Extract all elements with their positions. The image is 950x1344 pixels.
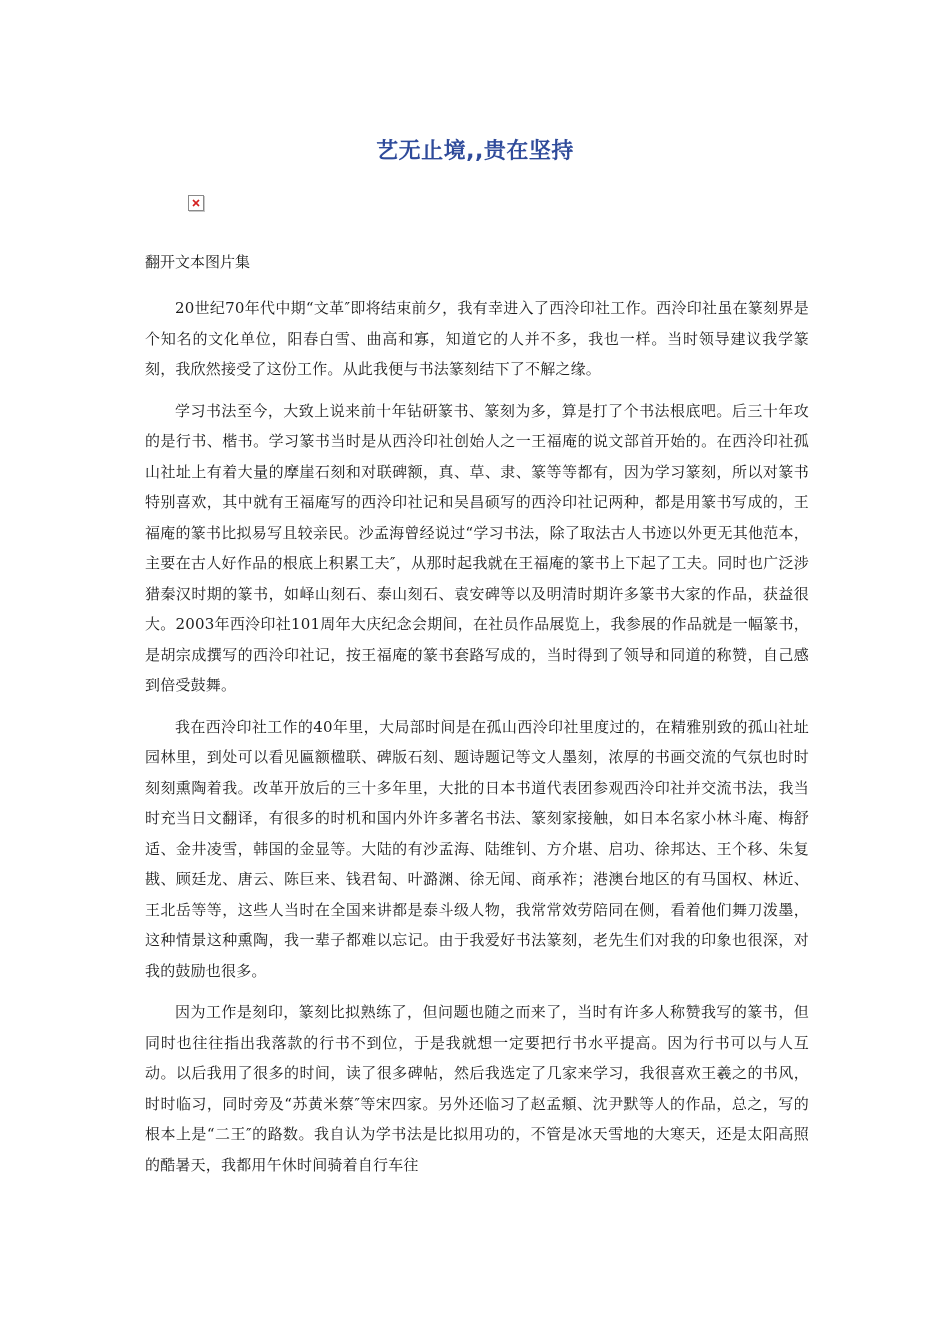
article-body: [145, 293, 809, 1191]
paragraph: 我在西泠印社工作的40年里，大局部时间是在孤山西泠印社里度过的，在精雅别致的孤山社址园林里，到处可以看见匾额楹联、碑版石刻、题诗题记等文人墨刻，浓厚的书画交流的气氛也时时刻刻熏陶着我。改革开放后的三十多年里，大批的日本书道代表团参观西泠印社并交流书法，我当时充当日文翻译，有很多的时机和国内外许多著名书法、篆刻家接触，如日本名家小林斗庵、梅舒适、金井凌雪，韩国的金显等。大陆的有沙孟海、陆维钊、方介堪、启功、徐邦达、王个移、朱复戡、顾廷龙、唐云、陈巨来、钱君匋、叶潞渊、徐无闻、商承祚；港澳台地区的有马国权、林近、王北岳等等，这些人当时在全国来讲都是泰斗级人物，我常常效劳陪同在侧，看着他们舞刀泼墨，这种情景这种熏陶，我一辈子都难以忘记。由于我爱好书法篆刻，老先生们对我的印象也很深，对我的鼓励也很多。: [145, 717, 809, 980]
paragraph: 因为工作是刻印，篆刻比拟熟练了，但问题也随之而来了，当时有许多人称赞我写的篆书，但同时也往往指出我落款的行书不到位，于是我就想一定要把行书水平提高。因为行书可以与人互动。以后我用了很多的时间，读了很多碑帖，然后我选定了几家来学习，我很喜欢王羲之的书风，时时临习，同时旁及“苏黄米蔡″等宋四家。另外还临习了赵孟頫、沈尹默等人的作品，总之，写的根本上是“二王″的路数。我自认为学书法是比拟用功的，不管是冰天雪地的大寒天，还是太阳高照的酷暑天，我都用午休时间骑着自行车往: [145, 1003, 809, 1174]
broken-image-icon[interactable]: [188, 195, 204, 211]
document-title: 艺无止境,,贵在坚持: [376, 139, 574, 164]
image-caption: 翻开文本图片集: [145, 253, 251, 271]
paragraph: 20世纪70年代中期“文革″即将结束前夕，我有幸进入了西泠印社工作。西泠印社虽在篆刻界是个知名的文化单位，阳春白雪、曲高和寡，知道它的人并不多，我也一样。当时领导建议我学篆刻，我欣然接受了这份工作。从此我便与书法篆刻结下了不解之缘。: [145, 299, 809, 378]
paragraph: 学习书法至今，大致上说来前十年钻研篆书、篆刻为多，算是打了个书法根底吧。后三十年攻的是行书、楷书。学习篆书当时是从西泠印社创始人之一王福庵的说文部首开始的。在西泠印社孤山社址上有着大量的摩崖石刻和对联碑额，真、草、隶、篆等等都有，因为学习篆刻，所以对篆书特别喜欢，其中就有王福庵写的西泠印社记和吴昌硕写的西泠印社记两种，都是用篆书写成的，王福庵的篆书比拟易写且较亲民。沙孟海曾经说过“学习书法，除了取法古人书迹以外更无其他范本，主要在古人好作品的根底上积累工夫″，从那时起我就在王福庵的篆书上下起了工夫。同时也广泛涉猎秦汉时期的篆书，如峄山刻石、泰山刻石、袁安碑等以及明清时期许多篆书大家的作品，获益很大。2003年西泠印社101周年大庆纪念会期间，在社员作品展览上，我参展的作品就是一幅篆书，是胡宗成撰写的西泠印社记，按王福庵的篆书套路写成的，当时得到了领导和同道的称赞，自己感到倍受鼓舞。: [145, 401, 809, 694]
